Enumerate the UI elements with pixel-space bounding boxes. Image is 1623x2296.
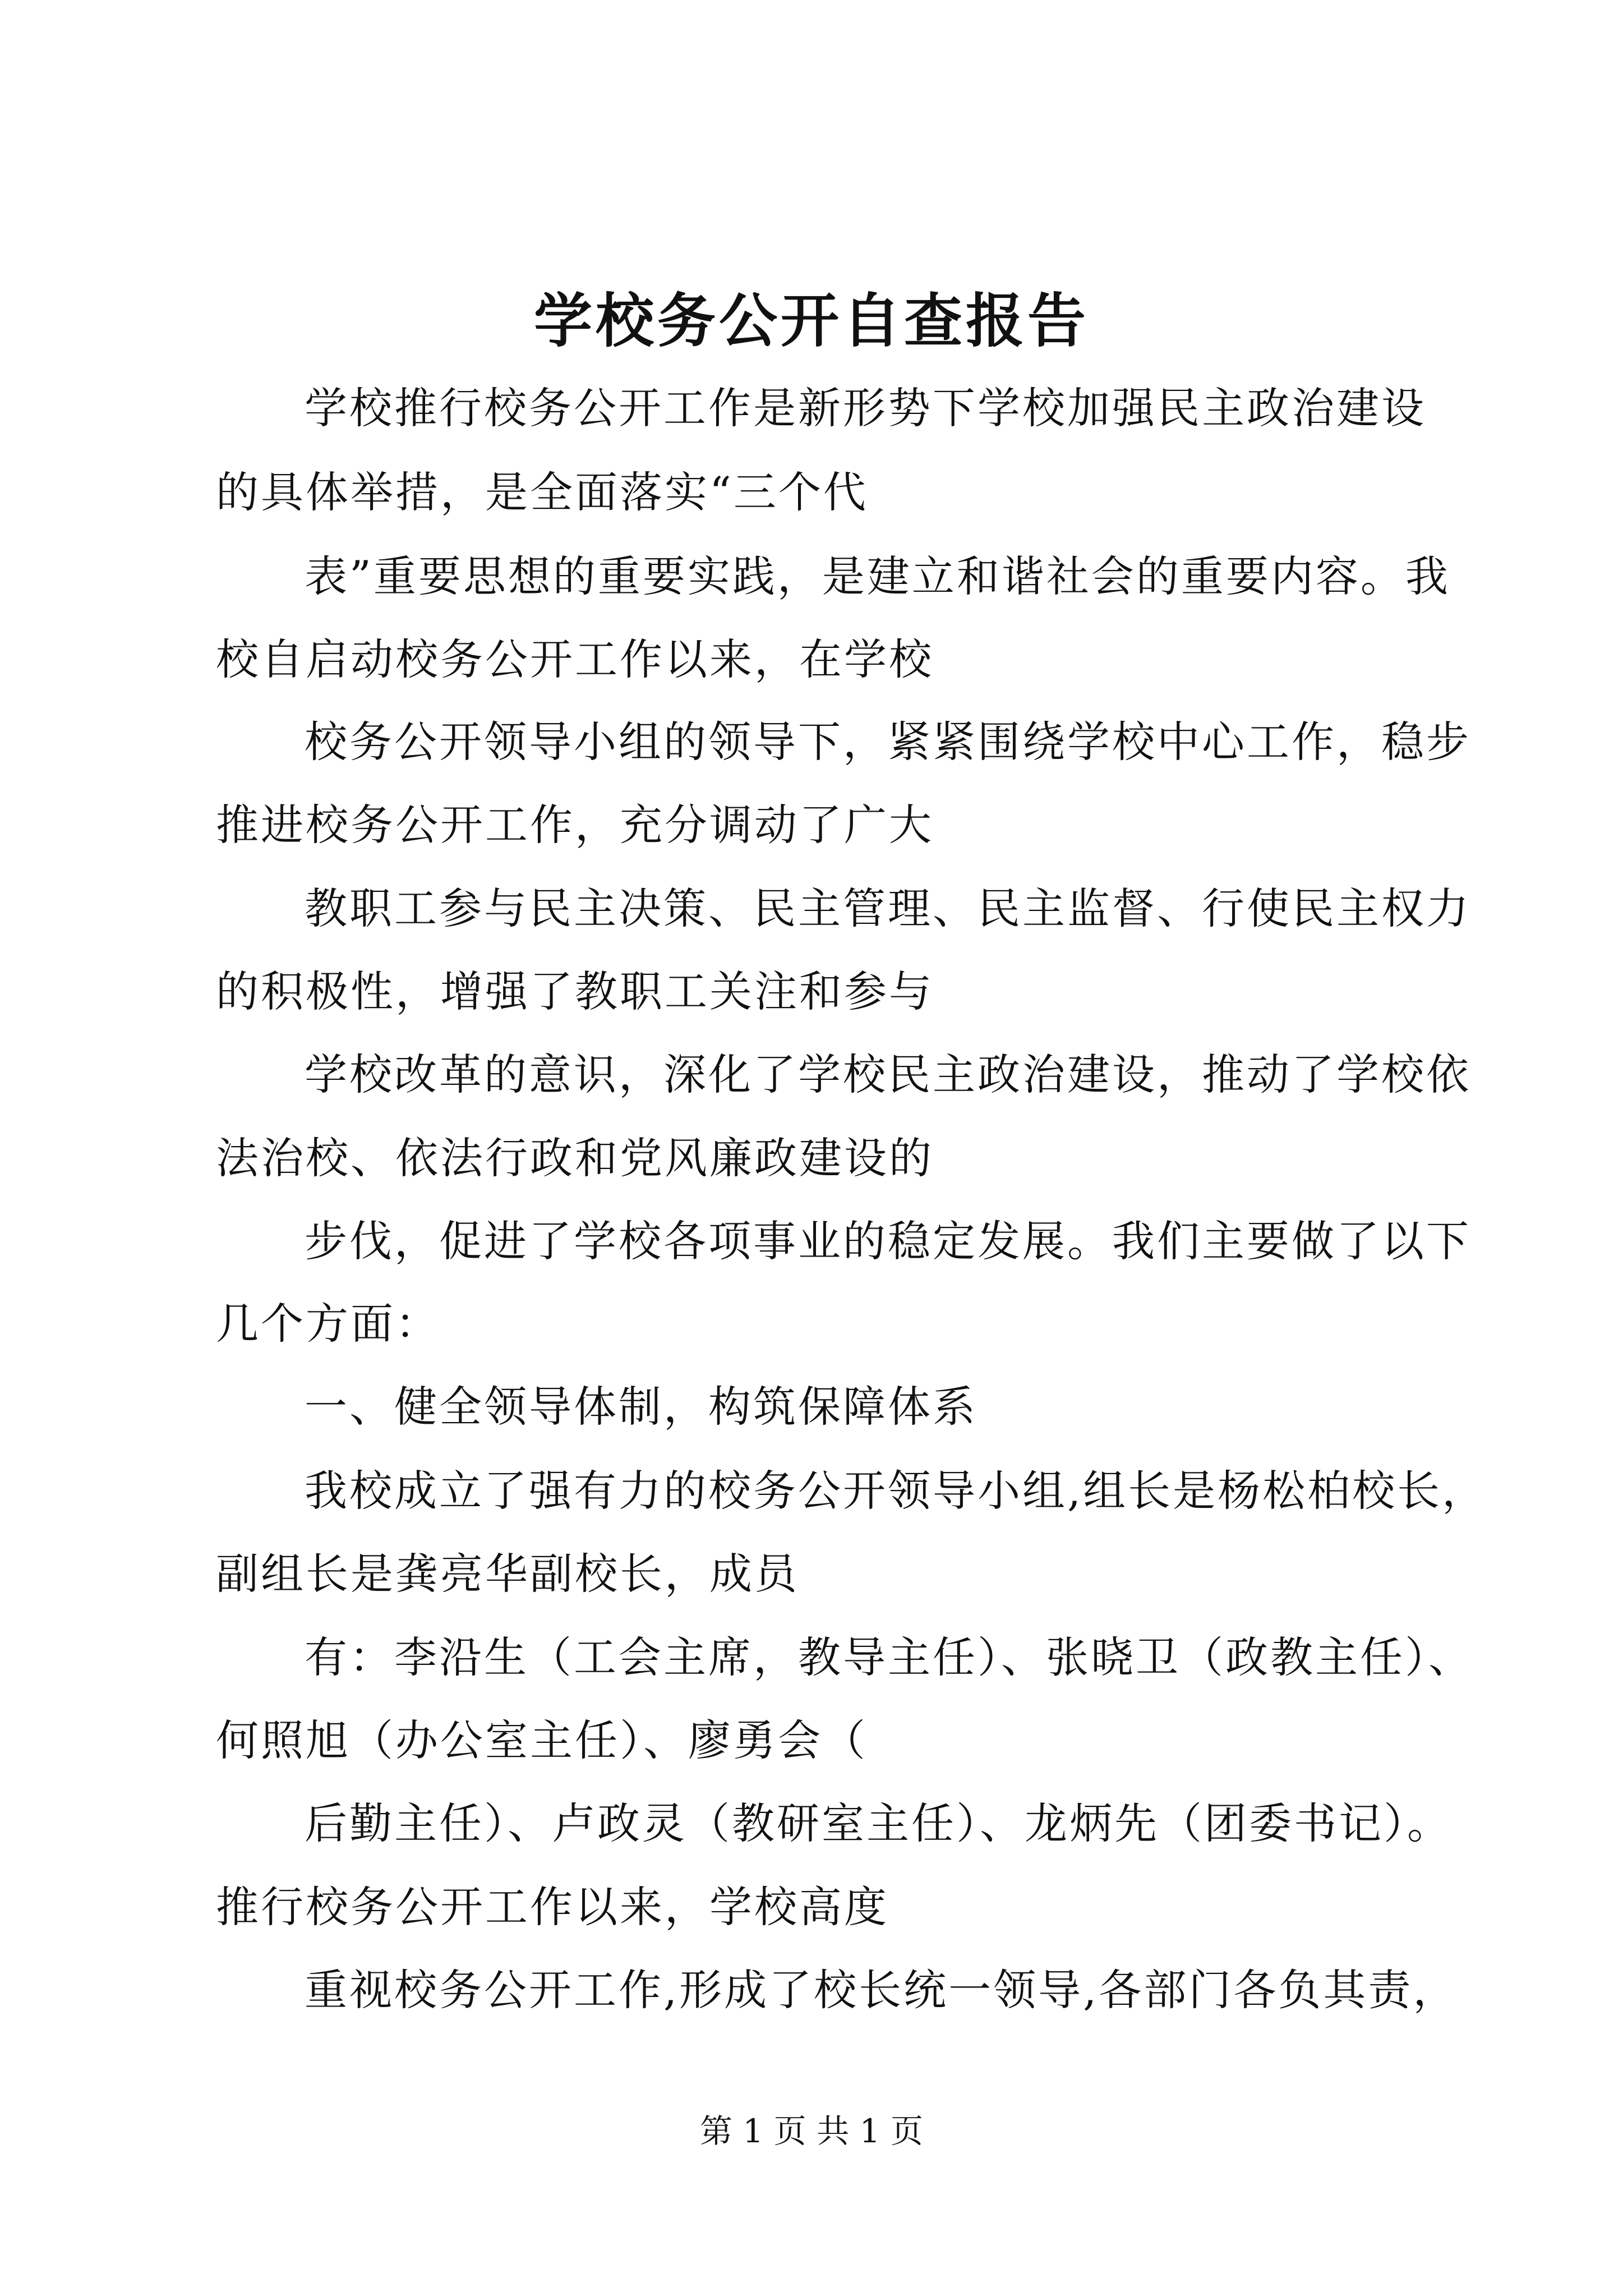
paragraph-line: 校自启动校务公开工作以来，在学校 — [216, 634, 934, 684]
paragraph-line: 的具体举措，是全面落实“三个代 — [216, 467, 868, 517]
paragraph-line: 步伐，促进了学校各项事业的稳定发展。我们主要做了以下 — [305, 1216, 1471, 1266]
paragraph-line: 学校改革的意识，深化了学校民主政治建设，推动了学校依 — [305, 1050, 1471, 1099]
section-heading: 一、健全领导体制，构筑保障体系 — [305, 1382, 978, 1432]
paragraph-line: 我校成立了强有力的校务公开领导小组,组长是杨松柏校长， — [305, 1466, 1487, 1516]
document-title: 学校务公开自查报告 — [533, 286, 1089, 355]
paragraph-line: 的积极性，增强了教职工关注和参与 — [216, 967, 934, 1016]
paragraph-line: 教职工参与民主决策、民主管理、民主监督、行使民主权力 — [305, 884, 1471, 933]
page-footer: 第 1 页 共 1 页 — [700, 2112, 923, 2150]
paragraph-line: 有：李沿生（工会主席，教导主任）、张晓卫（政教主任）、 — [305, 1632, 1473, 1682]
paragraph-line: 学校推行校务公开工作是新形势下学校加强民主政治建设 — [305, 383, 1426, 433]
paragraph-line: 几个方面： — [216, 1299, 440, 1349]
paragraph-line: 校务公开领导小组的领导下，紧紧围绕学校中心工作，稳步 — [305, 717, 1471, 767]
paragraph-line: 表”重要思想的重要实践，是建立和谐社会的重要内容。我 — [305, 551, 1450, 601]
paragraph-line: 推进校务公开工作，充分调动了广大 — [216, 800, 934, 850]
paragraph-line: 副组长是龚亮华副校长，成员 — [216, 1549, 799, 1599]
paragraph-line: 法治校、依法行政和党风廉政建设的 — [216, 1133, 934, 1183]
paragraph-line: 何照旭（办公室主任）、廖勇会（ — [216, 1715, 868, 1765]
paragraph-line: 推行校务公开工作以来，学校高度 — [216, 1882, 889, 1932]
paragraph-line: 后勤主任）、卢政灵（教研室主任）、龙炳先（团委书记）。 — [305, 1798, 1452, 1848]
paragraph-line: 重视校务公开工作,形成了校长统一领导,各部门各负其责， — [305, 1965, 1458, 2015]
